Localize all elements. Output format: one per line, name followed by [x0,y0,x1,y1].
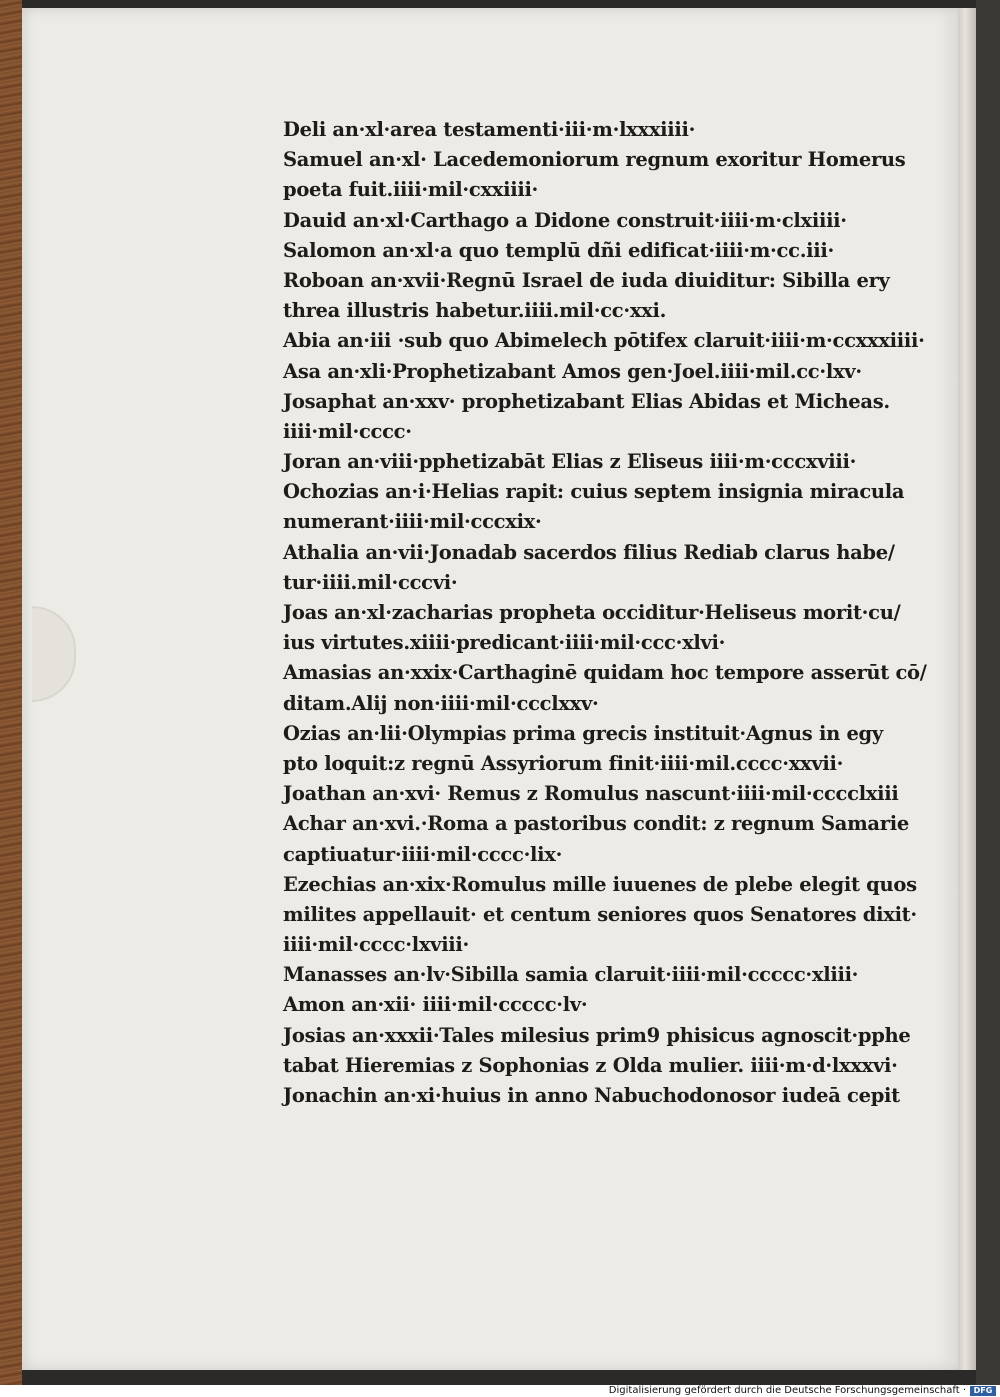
text-line: Ochozias an·i·Helias rapit: cuius septem insignia miracula [283,480,905,504]
page-gutter [958,8,976,1370]
text-line: Joas an·xl·zacharias propheta occiditur·Heliseus morit·cu/ [283,601,901,624]
text-line: Salomon an·xl·a quo templū dñi edificat·iiii·m·cc.iii· [283,238,834,262]
text-line: Samuel an·xl· Lacedemoniorum regnum exoritur Homerus [283,148,906,172]
text-line: threa illustris habetur.iiii.mil·cc·xxi. [283,299,667,323]
text-line: tabat Hieremias z Sophonias z Olda mulier. iiii·m·d·lxxxvi· [283,1053,898,1077]
text-line: Jonachin an·xi·huius in anno Nabuchodonosor iudeā cepit [283,1084,900,1107]
text-line: iiii·mil·cccc· [283,419,412,443]
text-line: Amasias an·xxix·Carthaginē quidam hoc tempore asserūt cō/ [283,661,927,685]
text-line: ius virtutes.xiiii·predicant·iiii·mil·ccc·xlvi· [283,631,726,655]
text-line: Joathan an·xvi· Remus z Romulus nascunt·iiii·mil·cccclxiii [283,782,899,806]
text-line: Amon an·xii· iiii·mil·ccccc·lv· [283,993,588,1017]
funding-credit: Digitalisierung gefördert durch die Deutsche Forschungsgemeinschaft · [608,1385,966,1396]
text-line: captiuatur·iiii·mil·cccc·lix· [283,842,563,866]
text-line: pto loquit:z regnū Assyriorum finit·iiii·mil.cccc·xxvii· [283,751,844,775]
text-line: Athalia an·vii·Jonadab sacerdos filius Rediab clarus habe/ [283,540,895,564]
text-line: milites appellauit· et centum seniores quos Senatores dixit· [283,902,917,926]
text-line: Josias an·xxxii·Tales milesius prim9 phisicus agnoscit·pphe [283,1023,911,1047]
page-clasp [32,606,76,702]
dfg-logo: DFG [970,1386,996,1396]
text-line: Joran an·viii·pphetizabāt Elias z Eliseus iiii·m·cccxviii· [283,450,857,474]
text-line: Asa an·xli·Prophetizabant Amos gen·Joel.iiii·mil.cc·lxv· [283,359,862,383]
right-board-edge [976,0,1000,1385]
printed-text-block [283,115,927,1111]
text-line: Achar an·xvi.·Roma a pastoribus condit: z regnum Samarie [283,812,909,836]
text-line: Ezechias an·xix·Romulus mille iuuenes de plebe elegit quos [283,872,917,896]
text-line: Roboan an·xvii·Regnū Israel de iuda diuiditur: Sibilla ery [283,268,890,292]
book-cover-edge [0,0,22,1385]
text-line: Deli an·xl·area testamenti·iii·m·lxxxiiii· [283,118,696,141]
text-line: Abia an·iii ·sub quo Abimelech pōtifex claruit·iiii·m·ccxxxiiii· [283,329,925,353]
text-line: tur·iiii.mil·cccvi· [283,570,458,594]
text-line: iiii·mil·cccc·lxviii· [283,933,470,957]
text-line: Manasses an·lv·Sibilla samia claruit·iiii·mil·ccccc·xliii· [283,963,859,987]
digitization-footer [0,1385,1000,1397]
text-line: Josaphat an·xxv· prophetizabant Elias Abidas et Micheas. [283,389,890,413]
text-line: ditam.Alij non·iiii·mil·ccclxxv· [283,691,599,715]
text-line: Ozias an·lii·Olympias prima grecis instituit·Agnus in egy [283,721,883,745]
text-line: poeta fuit.iiii·mil·cxxiiii· [283,178,539,202]
text-line: Dauid an·xl·Carthago a Didone construit·iiii·m·clxiiii· [283,208,847,232]
text-line: numerant·iiii·mil·cccxix· [283,510,542,534]
